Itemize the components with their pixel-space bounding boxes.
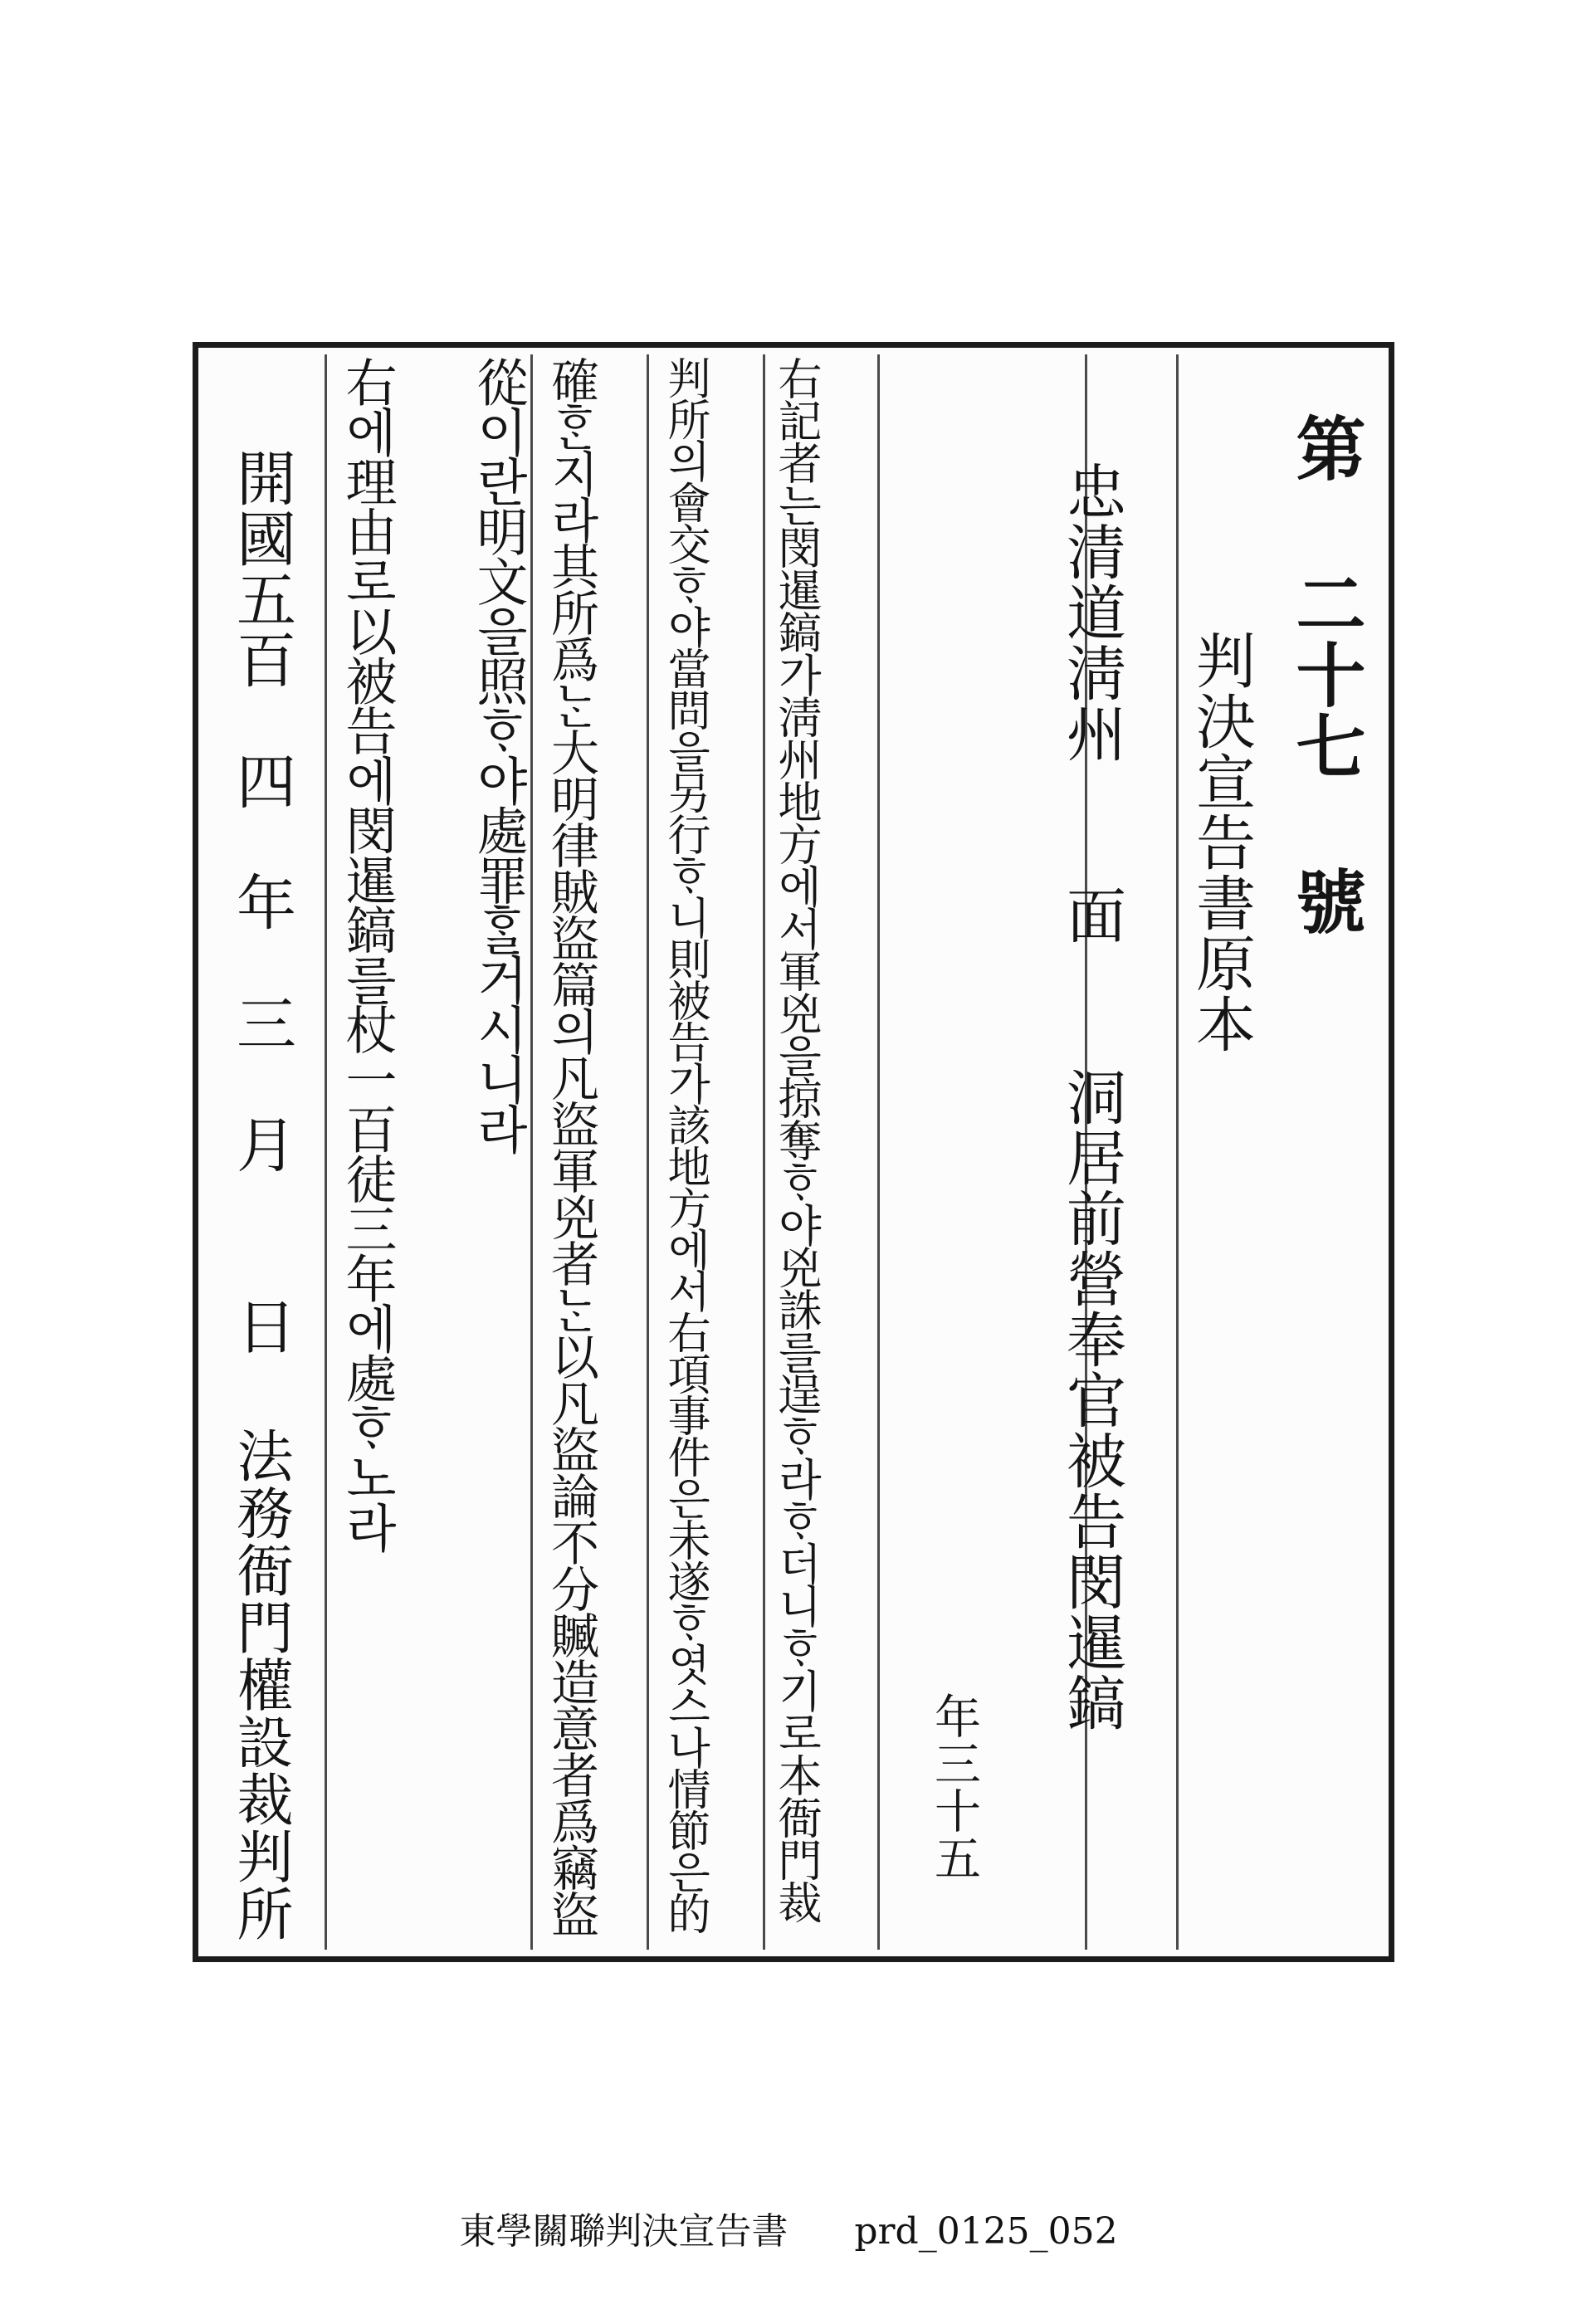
sentence-line: 右에理由로以被告에閔暹鎬를杖一百徒三年에處ᄒᆞ노라 — [337, 356, 398, 1551]
court-name: 法務衙門權設裁判所 — [227, 1427, 293, 1942]
body-line-2: 判所의會交ᄒᆞ야當問을另行ᄒᆞ니則被告가該地方에서右項事件은未遂ᄒᆞ엿스나情節은的 — [660, 356, 710, 1933]
column-rule — [763, 354, 765, 1950]
body-line-3: 確ᄒᆞᆫ지라其所爲ᄂᆞᆫ大明律賊盜篇의凡盜軍兇者ᄂᆞᆫ以凡盜論不分贓造意者爲竊盜 — [543, 356, 599, 1936]
column-rule — [647, 354, 649, 1950]
body-line-1: 右記者는閔暹鎬가淸州地方에서軍兇을掠奪ᄒᆞ야兇誅를逞ᄒᆞ라ᄒᆞ더니ᄒᆞ기로本衙門裁 — [771, 356, 822, 1922]
document-id: prd_0125_052 — [854, 2210, 1118, 2253]
column-rule — [530, 354, 533, 1950]
defendant-line: 忠清道淸州 面 洞居前營奉官被告閔暹鎬 — [1057, 461, 1126, 1733]
document-number: 第 二十七 號 — [1285, 413, 1367, 937]
collection-title: 東學關聯判決宣告書 — [459, 2210, 788, 2253]
body-line-4: 從이란明文을照ᄒᆞ야處罪ᄒᆞᆯ거시니라 — [468, 356, 529, 1153]
column-rule — [1176, 354, 1179, 1950]
column-rule — [877, 354, 880, 1950]
defendant-age: 年三十五 — [927, 1692, 981, 1882]
document-title: 判決宣告書原本 — [1186, 630, 1256, 1054]
page-footer — [0, 2201, 1577, 2254]
date-line: 開國五百 四 年 三 月 日 — [227, 447, 296, 1356]
column-rule — [325, 354, 327, 1950]
document-frame — [193, 342, 1394, 1962]
